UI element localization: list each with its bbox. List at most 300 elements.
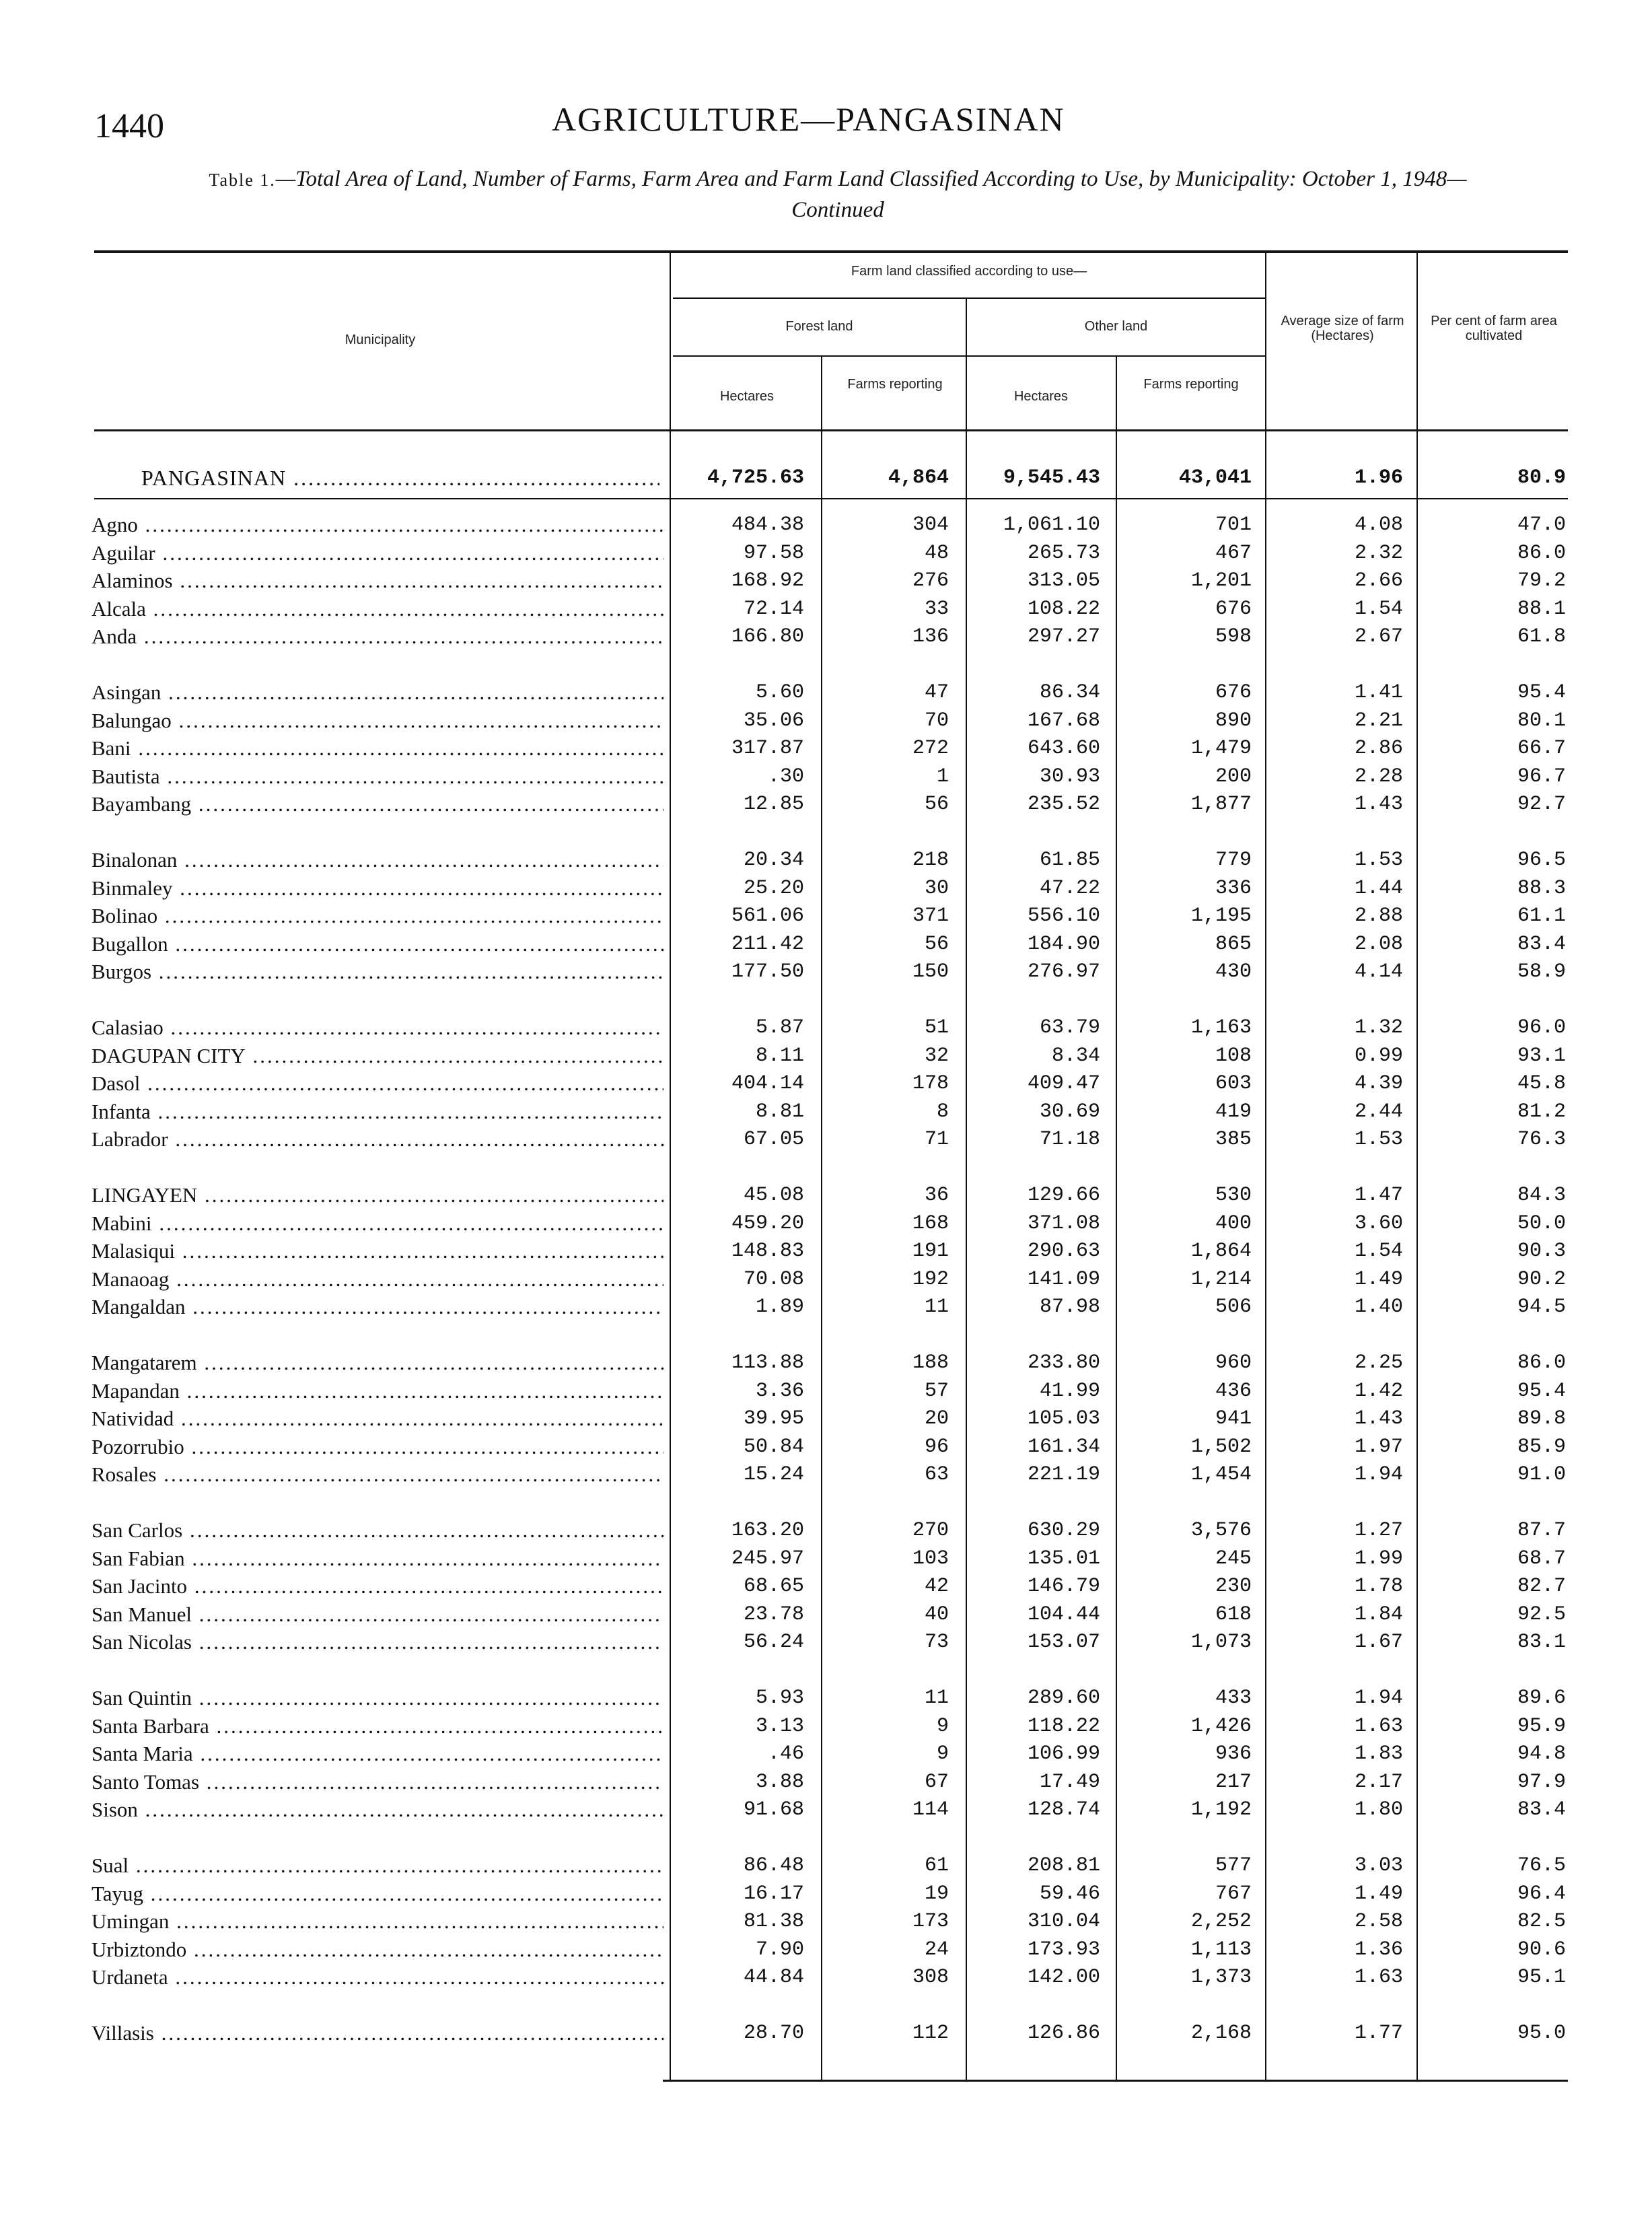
cell-other-hectares: 290.63 <box>1027 1240 1100 1263</box>
cell-other-farms: 865 <box>1215 932 1252 956</box>
cell-avg-size: 2.25 <box>1354 1351 1403 1374</box>
cell-avg-size: 1.36 <box>1354 1938 1403 1961</box>
cell-avg-size: 2.32 <box>1354 541 1403 565</box>
cell-forest-farms: 61 <box>924 1854 949 1877</box>
cell-forest-hectares: 4,725.63 <box>707 466 804 489</box>
table-row <box>0 1461 1652 1488</box>
cell-other-farms: 941 <box>1215 1407 1252 1430</box>
cell-forest-farms: 56 <box>924 932 949 956</box>
table-row <box>0 512 1652 538</box>
cell-forest-hectares: 7.90 <box>755 1938 804 1961</box>
cell-forest-farms: 47 <box>924 681 949 704</box>
table-row <box>0 1378 1652 1405</box>
cell-forest-farms: 71 <box>924 1128 949 1151</box>
row-name: Labrador ..... <box>92 1126 663 1153</box>
header-other-hectares: Hectares <box>1013 389 1069 404</box>
cell-avg-size: 4.14 <box>1354 960 1403 983</box>
cell-forest-hectares: 45.08 <box>743 1184 804 1207</box>
cell-forest-hectares: 39.95 <box>743 1407 804 1430</box>
row-name: Agno ..... <box>92 512 663 538</box>
cell-pct-cultivated: 89.6 <box>1517 1687 1566 1709</box>
table-row <box>0 847 1652 874</box>
row-name: Binalonan ..... <box>92 847 663 874</box>
cell-pct-cultivated: 95.4 <box>1517 1379 1566 1403</box>
cell-avg-size: 1.94 <box>1354 1463 1403 1486</box>
cell-forest-hectares: 1.89 <box>755 1296 804 1318</box>
running-head: AGRICULTURE—PANGASINAN <box>552 100 1065 138</box>
cell-forest-farms: 276 <box>912 569 949 592</box>
cell-other-hectares: 61.85 <box>1039 849 1100 872</box>
cell-forest-hectares: 72.14 <box>743 597 804 621</box>
row-name: Villasis ..... <box>92 2020 663 2047</box>
cell-forest-farms: 24 <box>924 1938 949 1961</box>
cell-forest-farms: 33 <box>924 597 949 621</box>
cell-pct-cultivated: 80.9 <box>1517 466 1566 489</box>
cell-other-farms: 960 <box>1215 1351 1252 1374</box>
cell-other-farms: 603 <box>1215 1072 1252 1095</box>
cell-other-farms: 618 <box>1215 1602 1252 1626</box>
cell-other-farms: 419 <box>1215 1100 1252 1123</box>
cell-other-farms: 108 <box>1215 1044 1252 1067</box>
cell-other-hectares: 47.22 <box>1039 876 1100 900</box>
cell-other-hectares: 1,061.10 <box>1003 514 1100 536</box>
cell-other-farms: 1,201 <box>1190 569 1252 592</box>
cell-other-farms: 245 <box>1215 1547 1252 1570</box>
cell-avg-size: 2.58 <box>1354 1910 1403 1933</box>
cell-other-farms: 430 <box>1215 960 1252 983</box>
cell-forest-hectares: 245.97 <box>731 1547 804 1570</box>
row-name: Santo Tomas ..... <box>92 1769 663 1796</box>
row-name: Infanta ..... <box>92 1098 663 1125</box>
cell-pct-cultivated: 83.4 <box>1517 1798 1566 1821</box>
header-forest-hectares: Hectares <box>719 389 775 404</box>
cell-other-farms: 3,576 <box>1190 1519 1252 1542</box>
cell-forest-hectares: 97.58 <box>743 541 804 565</box>
header-forest-farms: Farms reporting <box>847 377 943 392</box>
table-row <box>0 623 1652 650</box>
cell-other-hectares: 141.09 <box>1027 1267 1100 1291</box>
cell-forest-hectares: 168.92 <box>731 569 804 592</box>
cell-other-hectares: 142.00 <box>1027 1966 1100 1989</box>
row-name: Burgos ..... <box>92 958 663 985</box>
cell-forest-farms: 103 <box>912 1547 949 1570</box>
table-row <box>0 596 1652 623</box>
cell-other-farms: 400 <box>1215 1211 1252 1235</box>
cell-other-farms: 1,864 <box>1190 1240 1252 1263</box>
cell-forest-farms: 67 <box>924 1770 949 1794</box>
cell-pct-cultivated: 68.7 <box>1517 1547 1566 1570</box>
cell-other-farms: 1,426 <box>1190 1714 1252 1738</box>
cell-other-farms: 2,168 <box>1190 2022 1252 2045</box>
cell-forest-farms: 150 <box>912 960 949 983</box>
table-row <box>0 1043 1652 1069</box>
cell-forest-farms: 42 <box>924 1575 949 1598</box>
cell-forest-farms: 112 <box>912 2022 949 2045</box>
cell-forest-farms: 192 <box>912 1267 949 1291</box>
cell-other-hectares: 173.93 <box>1027 1938 1100 1961</box>
row-name: Asingan ..... <box>92 679 663 706</box>
cell-pct-cultivated: 90.3 <box>1517 1240 1566 1263</box>
subgroup-rule <box>673 355 1265 357</box>
cell-pct-cultivated: 47.0 <box>1517 514 1566 536</box>
row-name: Malasiqui ..... <box>92 1238 663 1265</box>
row-name: San Nicolas ..... <box>92 1629 663 1656</box>
cell-forest-farms: 168 <box>912 1211 949 1235</box>
cell-forest-hectares: 148.83 <box>731 1240 804 1263</box>
cell-other-hectares: 30.69 <box>1039 1100 1100 1123</box>
cell-pct-cultivated: 90.6 <box>1517 1938 1566 1961</box>
cell-other-farms: 43,041 <box>1178 466 1252 489</box>
table-row <box>0 1517 1652 1544</box>
cell-other-farms: 336 <box>1215 876 1252 900</box>
cell-avg-size: 1.94 <box>1354 1687 1403 1709</box>
row-name: Umingan ..... <box>92 1908 663 1935</box>
table-row <box>0 735 1652 762</box>
cell-pct-cultivated: 61.8 <box>1517 625 1566 648</box>
row-name: Santa Maria ..... <box>92 1740 663 1767</box>
table-row <box>0 679 1652 706</box>
cell-avg-size: 1.77 <box>1354 2022 1403 2045</box>
table-row <box>0 1629 1652 1656</box>
cell-forest-hectares: 23.78 <box>743 1602 804 1626</box>
row-name: Dasol ..... <box>92 1070 663 1097</box>
cell-other-farms: 779 <box>1215 849 1252 872</box>
cell-pct-cultivated: 76.5 <box>1517 1854 1566 1877</box>
row-name: San Jacinto ..... <box>92 1573 663 1600</box>
cell-other-hectares: 87.98 <box>1039 1296 1100 1318</box>
cell-other-hectares: 556.10 <box>1027 905 1100 927</box>
cell-forest-hectares: 91.68 <box>743 1798 804 1821</box>
table-row <box>0 1573 1652 1600</box>
cell-avg-size: 1.41 <box>1354 681 1403 704</box>
cell-avg-size: 2.88 <box>1354 905 1403 927</box>
row-name: Alcala ..... <box>92 596 663 623</box>
table-row <box>0 1014 1652 1041</box>
cell-forest-farms: 40 <box>924 1602 949 1626</box>
cell-pct-cultivated: 80.1 <box>1517 709 1566 732</box>
cell-other-farms: 506 <box>1215 1296 1252 1318</box>
row-name: Balungao ..... <box>92 707 663 734</box>
cell-avg-size: 1.99 <box>1354 1547 1403 1570</box>
table-row <box>0 540 1652 567</box>
row-name: Mangaldan ..... <box>92 1294 663 1320</box>
cell-pct-cultivated: 95.1 <box>1517 1966 1566 1989</box>
row-name: Pozorrubio ..... <box>92 1434 663 1460</box>
table-row <box>0 791 1652 818</box>
cell-avg-size: 2.08 <box>1354 932 1403 956</box>
cell-forest-farms: 70 <box>924 709 949 732</box>
table-row <box>0 931 1652 958</box>
cell-avg-size: 2.44 <box>1354 1100 1403 1123</box>
cell-pct-cultivated: 83.1 <box>1517 1631 1566 1654</box>
cell-other-hectares: 276.97 <box>1027 960 1100 983</box>
row-name: Sison ..... <box>92 1796 663 1823</box>
total-bottom-rule <box>94 498 1568 499</box>
cell-other-hectares: 59.46 <box>1039 1882 1100 1905</box>
cell-forest-farms: 36 <box>924 1184 949 1207</box>
cell-forest-farms: 8 <box>936 1100 949 1123</box>
cell-other-farms: 1,373 <box>1190 1966 1252 1989</box>
cell-other-hectares: 235.52 <box>1027 793 1100 816</box>
table-row <box>0 1936 1652 1963</box>
table-row <box>0 1740 1652 1767</box>
cell-forest-farms: 188 <box>912 1351 949 1374</box>
cell-other-hectares: 153.07 <box>1027 1631 1100 1654</box>
row-name: Manaoag ..... <box>92 1266 663 1293</box>
row-name: Alaminos ..... <box>92 567 663 594</box>
table-row <box>0 1796 1652 1823</box>
cell-other-farms: 1,502 <box>1190 1435 1252 1458</box>
cell-forest-hectares: 8.11 <box>755 1044 804 1067</box>
cell-pct-cultivated: 50.0 <box>1517 1211 1566 1235</box>
cell-pct-cultivated: 87.7 <box>1517 1519 1566 1542</box>
cell-other-farms: 530 <box>1215 1184 1252 1207</box>
cell-other-hectares: 297.27 <box>1027 625 1100 648</box>
cell-avg-size: 2.28 <box>1354 765 1403 788</box>
cell-forest-farms: 272 <box>912 737 949 760</box>
cell-forest-hectares: 459.20 <box>731 1211 804 1235</box>
cell-forest-hectares: .30 <box>767 765 804 788</box>
cell-pct-cultivated: 96.0 <box>1517 1016 1566 1039</box>
cell-other-farms: 467 <box>1215 541 1252 565</box>
cell-avg-size: 1.63 <box>1354 1966 1403 1989</box>
table-row <box>0 1545 1652 1572</box>
table-row <box>0 1210 1652 1237</box>
cell-pct-cultivated: 91.0 <box>1517 1463 1566 1486</box>
cell-other-hectares: 17.49 <box>1039 1770 1100 1794</box>
row-name: Urbiztondo ..... <box>92 1936 663 1963</box>
cell-other-farms: 1,195 <box>1190 905 1252 927</box>
cell-forest-farms: 308 <box>912 1966 949 1989</box>
cell-other-farms: 598 <box>1215 625 1252 648</box>
row-name: Santa Barbara ..... <box>92 1713 663 1740</box>
table-row <box>0 567 1652 594</box>
cell-other-farms: 436 <box>1215 1379 1252 1403</box>
cell-other-hectares: 86.34 <box>1039 681 1100 704</box>
caption-lead: Table 1. <box>209 170 276 190</box>
table-row <box>0 1713 1652 1740</box>
cell-other-hectares: 30.93 <box>1039 765 1100 788</box>
cell-other-hectares: 208.81 <box>1027 1854 1100 1877</box>
cell-other-hectares: 310.04 <box>1027 1910 1100 1933</box>
header-group: Farm land classified according to use— <box>851 264 1087 279</box>
cell-forest-farms: 32 <box>924 1044 949 1067</box>
cell-forest-hectares: 484.38 <box>731 514 804 536</box>
table-row <box>0 1182 1652 1209</box>
cell-forest-farms: 30 <box>924 876 949 900</box>
cell-other-hectares: 129.66 <box>1027 1184 1100 1207</box>
cell-pct-cultivated: 79.2 <box>1517 569 1566 592</box>
cell-forest-hectares: 113.88 <box>731 1351 804 1374</box>
cell-forest-hectares: 404.14 <box>731 1072 804 1095</box>
cell-forest-hectares: 5.60 <box>755 681 804 704</box>
row-name: Sual ..... <box>92 1852 663 1879</box>
cell-avg-size: 1.47 <box>1354 1184 1403 1207</box>
table-row <box>0 1880 1652 1907</box>
cell-forest-hectares: 211.42 <box>731 932 804 956</box>
cell-avg-size: 1.27 <box>1354 1519 1403 1542</box>
header-municipality: Municipality <box>345 332 416 347</box>
row-name: Mapandan ..... <box>92 1378 663 1405</box>
cell-pct-cultivated: 96.4 <box>1517 1882 1566 1905</box>
row-name: San Fabian ..... <box>92 1545 663 1572</box>
cell-forest-farms: 178 <box>912 1072 949 1095</box>
cell-forest-farms: 114 <box>912 1798 949 1821</box>
cell-forest-farms: 218 <box>912 849 949 872</box>
cell-avg-size: 1.80 <box>1354 1798 1403 1821</box>
cell-forest-hectares: 177.50 <box>731 960 804 983</box>
table-row <box>0 1434 1652 1460</box>
cell-pct-cultivated: 92.7 <box>1517 793 1566 816</box>
cell-other-farms: 2,252 <box>1190 1910 1252 1933</box>
cell-avg-size: 3.03 <box>1354 1854 1403 1877</box>
table-row <box>0 1266 1652 1293</box>
row-name: Mabini ..... <box>92 1210 663 1237</box>
cell-pct-cultivated: 94.8 <box>1517 1742 1566 1765</box>
cell-other-farms: 1,877 <box>1190 793 1252 816</box>
cell-avg-size: 1.49 <box>1354 1267 1403 1291</box>
cell-avg-size: 1.67 <box>1354 1631 1403 1654</box>
cell-other-hectares: 289.60 <box>1027 1687 1100 1709</box>
cell-forest-hectares: 3.88 <box>755 1770 804 1794</box>
table-row <box>0 1349 1652 1376</box>
cell-forest-hectares: 44.84 <box>743 1966 804 1989</box>
table-row <box>0 1908 1652 1935</box>
table-row <box>0 1601 1652 1628</box>
cell-other-hectares: 41.99 <box>1039 1379 1100 1403</box>
cell-other-farms: 701 <box>1215 514 1252 536</box>
row-name: LINGAYEN ..... <box>92 1182 663 1209</box>
cell-avg-size: 4.39 <box>1354 1072 1403 1095</box>
cell-other-farms: 890 <box>1215 709 1252 732</box>
cell-pct-cultivated: 61.1 <box>1517 905 1566 927</box>
cell-avg-size: 1.54 <box>1354 597 1403 621</box>
cell-pct-cultivated: 84.3 <box>1517 1184 1566 1207</box>
cell-other-hectares: 409.47 <box>1027 1072 1100 1095</box>
cell-forest-hectares: 25.20 <box>743 876 804 900</box>
cell-avg-size: 2.86 <box>1354 737 1403 760</box>
cell-other-farms: 217 <box>1215 1770 1252 1794</box>
cell-other-hectares: 161.34 <box>1027 1435 1100 1458</box>
cell-forest-farms: 1 <box>936 765 949 788</box>
cell-forest-farms: 19 <box>924 1882 949 1905</box>
cell-forest-hectares: 3.13 <box>755 1714 804 1738</box>
cell-forest-farms: 11 <box>924 1687 949 1709</box>
cell-other-farms: 767 <box>1215 1882 1252 1905</box>
cell-forest-hectares: 166.80 <box>731 625 804 648</box>
cell-forest-hectares: 12.85 <box>743 793 804 816</box>
cell-pct-cultivated: 85.9 <box>1517 1435 1566 1458</box>
cell-other-hectares: 146.79 <box>1027 1575 1100 1598</box>
cell-other-hectares: 643.60 <box>1027 737 1100 760</box>
row-name: San Quintin ..... <box>92 1685 663 1712</box>
table-row-total <box>0 464 1652 491</box>
cell-pct-cultivated: 95.0 <box>1517 2022 1566 2045</box>
cell-other-hectares: 126.86 <box>1027 2022 1100 2045</box>
table-row <box>0 1294 1652 1320</box>
cell-other-farms: 1,479 <box>1190 737 1252 760</box>
cell-pct-cultivated: 58.9 <box>1517 960 1566 983</box>
table-top-rule <box>94 250 1568 253</box>
header-bottom-rule <box>94 429 1568 431</box>
cell-avg-size: 1.49 <box>1354 1882 1403 1905</box>
cell-other-hectares: 108.22 <box>1027 597 1100 621</box>
row-name: Natividad ..... <box>92 1405 663 1432</box>
table-row <box>0 875 1652 902</box>
header-avg-size: Average size of farm (Hectares) <box>1281 314 1404 343</box>
row-name: San Carlos ..... <box>92 1517 663 1544</box>
cell-avg-size: 1.78 <box>1354 1575 1403 1598</box>
cell-forest-farms: 371 <box>912 905 949 927</box>
cell-forest-hectares: 8.81 <box>755 1100 804 1123</box>
table-row <box>0 1070 1652 1097</box>
group-rule <box>673 297 1265 299</box>
cell-avg-size: 1.43 <box>1354 1407 1403 1430</box>
cell-avg-size: 1.44 <box>1354 876 1403 900</box>
cell-forest-hectares: 81.38 <box>743 1910 804 1933</box>
row-name: Tayug ..... <box>92 1880 663 1907</box>
cell-other-farms: 200 <box>1215 765 1252 788</box>
row-name: Aguilar ..... <box>92 540 663 567</box>
cell-other-farms: 385 <box>1215 1128 1252 1151</box>
cell-other-farms: 577 <box>1215 1854 1252 1877</box>
cell-avg-size: 3.60 <box>1354 1211 1403 1235</box>
cell-avg-size: 2.67 <box>1354 625 1403 648</box>
table-row <box>0 1098 1652 1125</box>
cell-other-hectares: 630.29 <box>1027 1519 1100 1542</box>
cell-other-hectares: 184.90 <box>1027 932 1100 956</box>
row-name: Bolinao ..... <box>92 903 663 929</box>
cell-other-hectares: 63.79 <box>1039 1016 1100 1039</box>
cell-other-hectares: 371.08 <box>1027 1211 1100 1235</box>
cell-forest-hectares: 35.06 <box>743 709 804 732</box>
cell-other-farms: 936 <box>1215 1742 1252 1765</box>
cell-forest-farms: 73 <box>924 1631 949 1654</box>
cell-other-farms: 1,192 <box>1190 1798 1252 1821</box>
cell-forest-farms: 57 <box>924 1379 949 1403</box>
cell-pct-cultivated: 89.8 <box>1517 1407 1566 1430</box>
table-row <box>0 2020 1652 2047</box>
cell-forest-farms: 9 <box>936 1742 949 1765</box>
cell-avg-size: 1.40 <box>1354 1296 1403 1318</box>
cell-forest-hectares: 67.05 <box>743 1128 804 1151</box>
cell-forest-farms: 63 <box>924 1463 949 1486</box>
cell-forest-hectares: 16.17 <box>743 1882 804 1905</box>
cell-forest-farms: 270 <box>912 1519 949 1542</box>
cell-forest-hectares: 56.24 <box>743 1631 804 1654</box>
cell-avg-size: 1.54 <box>1354 1240 1403 1263</box>
cell-forest-farms: 191 <box>912 1240 949 1263</box>
table-row <box>0 1238 1652 1265</box>
cell-forest-hectares: 20.34 <box>743 849 804 872</box>
cell-avg-size: 1.53 <box>1354 1128 1403 1151</box>
cell-avg-size: 1.97 <box>1354 1435 1403 1458</box>
cell-pct-cultivated: 97.9 <box>1517 1770 1566 1794</box>
cell-other-hectares: 106.99 <box>1027 1742 1100 1765</box>
header-pct-cultivated: Per cent of farm area cultivated <box>1431 314 1557 343</box>
cell-other-farms: 1,113 <box>1190 1938 1252 1961</box>
cell-other-farms: 1,073 <box>1190 1631 1252 1654</box>
cell-pct-cultivated: 86.0 <box>1517 1351 1566 1374</box>
row-name: PANGASINAN ..... <box>141 464 659 491</box>
cell-pct-cultivated: 86.0 <box>1517 541 1566 565</box>
cell-pct-cultivated: 82.7 <box>1517 1575 1566 1598</box>
cell-pct-cultivated: 81.2 <box>1517 1100 1566 1123</box>
cell-other-farms: 1,163 <box>1190 1016 1252 1039</box>
cell-avg-size: 4.08 <box>1354 514 1403 536</box>
table-row <box>0 1769 1652 1796</box>
table-row <box>0 763 1652 790</box>
